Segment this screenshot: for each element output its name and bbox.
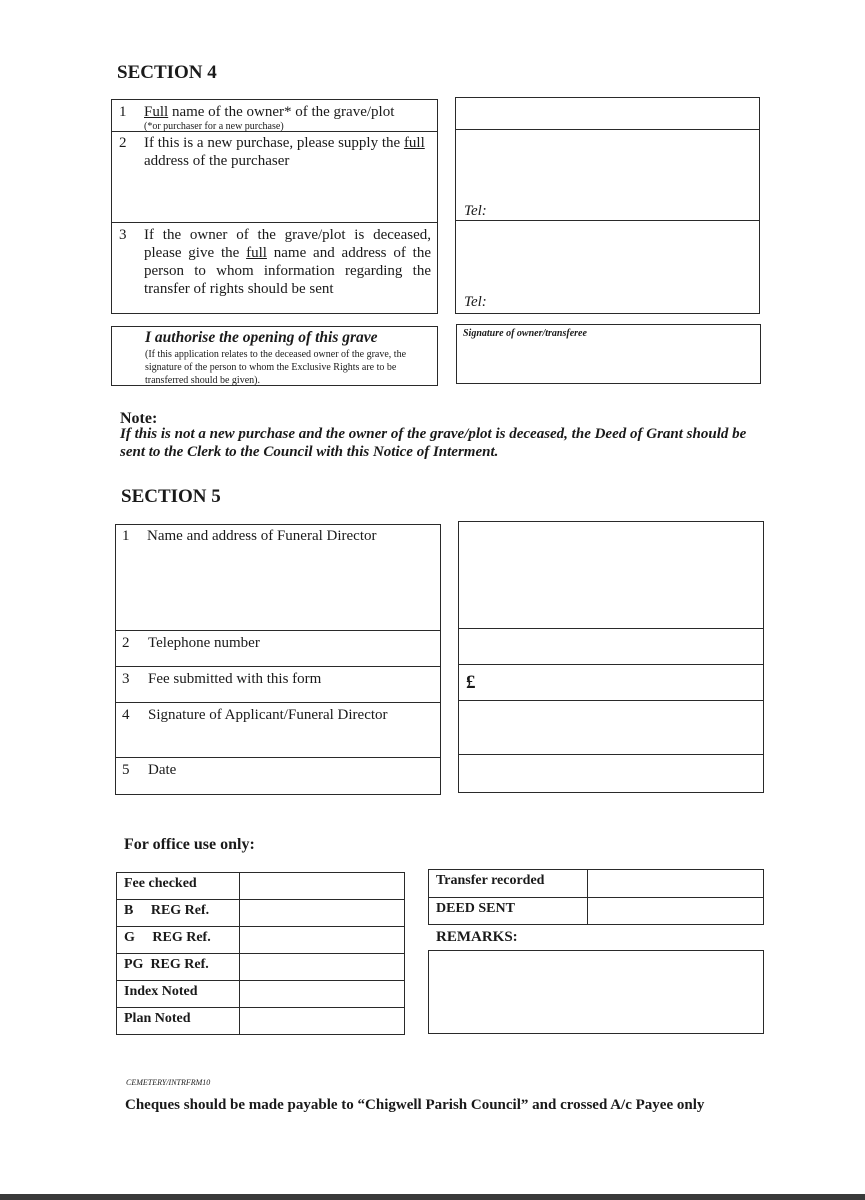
authorise-note: (If this application relates to the deceased owner of the grave, the signature of the person to whom the Exclusive Rights are to be transferred should be given). bbox=[145, 349, 407, 386]
office-pg-reg-label: PG REG Ref. bbox=[124, 957, 209, 972]
label-emphasis: full bbox=[246, 245, 267, 261]
deed-sent-label: DEED SENT bbox=[436, 901, 515, 916]
purchaser-address-label bbox=[144, 134, 431, 170]
label-post: name and address of the person to whom information regarding the transfer of rights should be sent bbox=[144, 245, 431, 297]
label-pre: If the owner of the grave/plot is deceased, please give the bbox=[144, 227, 431, 261]
transfer-person-label bbox=[144, 226, 431, 298]
purchaser-tel-label: Tel: bbox=[464, 203, 487, 219]
row-number: 2 bbox=[119, 135, 127, 151]
divider bbox=[116, 980, 405, 981]
office-use-title: For office use only: bbox=[124, 836, 255, 853]
divider bbox=[458, 700, 764, 701]
row-number: 3 bbox=[119, 227, 127, 243]
signature-applicant-label: Signature of Applicant/Funeral Director bbox=[148, 707, 388, 723]
office-index-noted-field[interactable] bbox=[241, 982, 403, 1006]
funeral-director-field[interactable] bbox=[460, 523, 762, 627]
funeral-director-label: Name and address of Funeral Director bbox=[147, 528, 377, 544]
office-b-reg-label: B REG Ref. bbox=[124, 903, 210, 918]
divider bbox=[115, 666, 441, 667]
divider bbox=[115, 630, 441, 631]
office-g-reg-field[interactable] bbox=[241, 928, 403, 952]
divider bbox=[455, 129, 760, 130]
owner-name-sublabel: (*or purchaser for a new purchase) bbox=[144, 121, 284, 132]
scan-edge bbox=[0, 1194, 865, 1200]
divider bbox=[116, 953, 405, 954]
label-post: address of the purchaser bbox=[144, 153, 290, 169]
divider bbox=[116, 926, 405, 927]
owner-name-label bbox=[144, 103, 429, 121]
transfer-person-field[interactable] bbox=[457, 222, 758, 312]
row-number: 4 bbox=[122, 707, 130, 723]
office-fee-checked-field[interactable] bbox=[241, 874, 403, 898]
label-pre: If this is a new purchase, please supply the bbox=[144, 135, 404, 151]
divider bbox=[116, 1007, 405, 1008]
divider bbox=[458, 664, 764, 665]
transfer-recorded-field[interactable] bbox=[589, 871, 762, 896]
signature-applicant-field[interactable] bbox=[460, 702, 762, 753]
office-fee-checked-label: Fee checked bbox=[124, 876, 197, 891]
remarks-field[interactable] bbox=[428, 950, 764, 1034]
divider bbox=[458, 628, 764, 629]
transfer-tel-label: Tel: bbox=[464, 294, 487, 310]
cheques-note: Cheques should be made payable to “Chigwell Parish Council” and crossed A/c Payee only bbox=[125, 1097, 705, 1113]
row-number: 5 bbox=[122, 762, 130, 778]
form-reference: CEMETERY/INTRFRM10 bbox=[126, 1078, 211, 1087]
note-label: Note: bbox=[120, 410, 158, 427]
label-post: name of the owner* of the grave/plot bbox=[168, 104, 395, 120]
authorise-title: I authorise the opening of this grave bbox=[145, 329, 378, 346]
office-plan-noted-field[interactable] bbox=[241, 1009, 403, 1033]
date-field[interactable] bbox=[460, 756, 762, 791]
divider bbox=[115, 757, 441, 758]
section5-left-table bbox=[115, 524, 441, 795]
owner-name-field[interactable] bbox=[457, 99, 758, 128]
divider bbox=[428, 897, 764, 898]
office-g-reg-label: G REG Ref. bbox=[124, 930, 211, 945]
office-pg-reg-field[interactable] bbox=[241, 955, 403, 979]
office-index-noted-label: Index Noted bbox=[124, 984, 198, 999]
divider bbox=[116, 899, 405, 900]
divider bbox=[458, 754, 764, 755]
section5-title: SECTION 5 bbox=[121, 486, 221, 507]
row-number: 3 bbox=[122, 671, 130, 687]
fee-label: Fee submitted with this form bbox=[148, 671, 322, 687]
label-emphasis: full bbox=[403, 135, 425, 151]
divider bbox=[115, 702, 441, 703]
transfer-recorded-label: Transfer recorded bbox=[436, 873, 545, 888]
purchaser-address-field[interactable] bbox=[457, 131, 758, 219]
office-plan-noted-label: Plan Noted bbox=[124, 1011, 191, 1026]
divider bbox=[111, 222, 438, 223]
row-number: 1 bbox=[119, 104, 127, 120]
office-b-reg-field[interactable] bbox=[241, 901, 403, 925]
note-text: If this is not a new purchase and the owner of the grave/plot is deceased, the Deed of Grant should be sent to the Clerk to the Council with this Notice of Interment. bbox=[120, 426, 747, 460]
section4-title: SECTION 4 bbox=[117, 62, 217, 83]
signature-owner-label: Signature of owner/transferee bbox=[463, 328, 587, 339]
telephone-label: Telephone number bbox=[148, 635, 260, 651]
fee-field[interactable] bbox=[460, 666, 762, 699]
remarks-label: REMARKS: bbox=[436, 929, 518, 945]
date-label: Date bbox=[148, 762, 177, 778]
telephone-field[interactable] bbox=[460, 630, 762, 663]
label-emphasis: Full bbox=[144, 104, 169, 120]
divider bbox=[455, 220, 760, 221]
pound-icon: £ bbox=[466, 672, 476, 693]
deed-sent-field[interactable] bbox=[589, 899, 762, 923]
row-number: 2 bbox=[122, 635, 130, 651]
row-number: 1 bbox=[122, 528, 130, 544]
